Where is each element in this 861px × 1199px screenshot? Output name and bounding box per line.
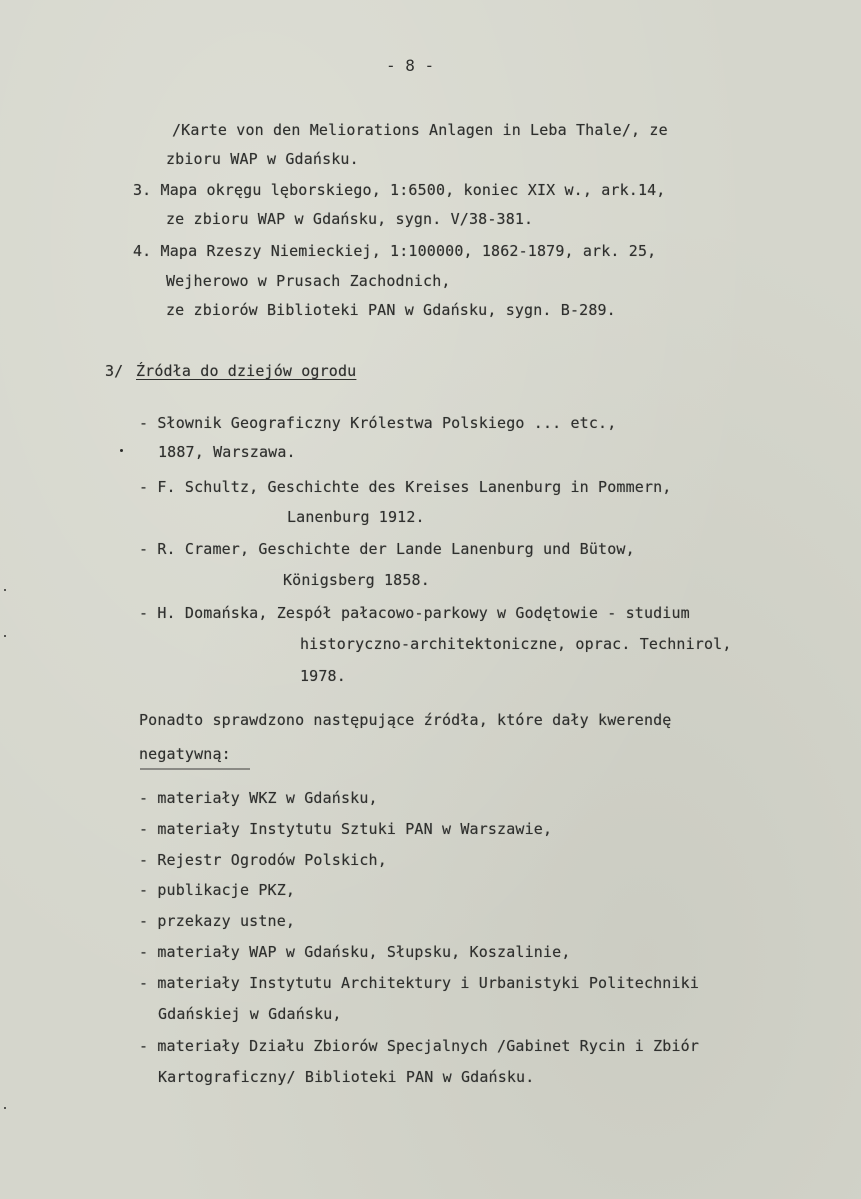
- negative-word: negatywną:: [139, 745, 231, 763]
- source-3-line-2: Königsberg 1858.: [283, 571, 430, 589]
- source-3-line-1: - R. Cramer, Geschichte der Lande Lanenburg und Bütow,: [139, 540, 635, 558]
- margin-dot: [4, 635, 6, 637]
- map-4-line-1: 4. Mapa Rzeszy Niemieckiej, 1:100000, 1862-1879, ark. 25,: [133, 242, 657, 260]
- negative-item-5: - przekazy ustne,: [139, 912, 296, 930]
- map-4-line-2: Wejherowo w Prusach Zachodnich,: [166, 272, 451, 290]
- negative-item-1: - materiały WKZ w Gdańsku,: [139, 789, 378, 807]
- margin-dot: [4, 1107, 6, 1109]
- negative-item-8-line-2: Kartograficzny/ Biblioteki PAN w Gdańsku.: [158, 1068, 535, 1086]
- source-2-line-1: - F. Schultz, Geschichte des Kreises Lanenburg in Pommern,: [139, 478, 672, 496]
- negative-item-8-line-1: - materiały Działu Zbiorów Specjalnych /Gabinet Rycin i Zbiór: [139, 1037, 700, 1055]
- map-4-line-3: ze zbiorów Biblioteki PAN w Gdańsku, sygn. B-289.: [166, 301, 616, 319]
- source-4-line-1: - H. Domańska, Zespół pałacowo-parkowy w Godętowie - studium: [139, 604, 690, 622]
- negative-item-6: - materiały WAP w Gdańsku, Słupsku, Koszalinie,: [139, 943, 571, 961]
- source-4-line-2: historyczno-architektoniczne, oprac. Technirol,: [300, 635, 732, 653]
- negative-item-2: - materiały Instytutu Sztuki PAN w Warszawie,: [139, 820, 553, 838]
- margin-dot: [4, 589, 6, 591]
- source-1-line-1: - Słownik Geograficzny Królestwa Polskiego ... etc.,: [139, 414, 617, 432]
- page-number: - 8 -: [386, 56, 435, 75]
- negative-item-7-line-1: - materiały Instytutu Architektury i Urbanistyki Politechniki: [139, 974, 700, 992]
- map-3-line-2: ze zbioru WAP w Gdańsku, sygn. V/38-381.: [166, 210, 534, 228]
- section-heading: Źródła do dziejów ogrodu: [136, 362, 357, 380]
- map-continued-line-1: /Karte von den Meliorations Anlagen in Leba Thale/, ze: [172, 121, 668, 139]
- ink-speck: [120, 449, 123, 452]
- negative-word-underline: [140, 768, 250, 770]
- negative-item-4: - publikacje PKZ,: [139, 881, 296, 899]
- source-2-line-2: Lanenburg 1912.: [287, 508, 425, 526]
- negative-intro: Ponadto sprawdzono następujące źródła, które dały kwerendę: [139, 711, 672, 729]
- section-number: 3/: [105, 362, 124, 380]
- negative-item-3: - Rejestr Ogrodów Polskich,: [139, 851, 387, 869]
- source-4-line-3: 1978.: [300, 667, 346, 685]
- map-continued-line-2: zbioru WAP w Gdańsku.: [166, 150, 359, 168]
- map-3-line-1: 3. Mapa okręgu lęborskiego, 1:6500, koniec XIX w., ark.14,: [133, 181, 666, 199]
- negative-item-7-line-2: Gdańskiej w Gdańsku,: [158, 1005, 342, 1023]
- source-1-line-2: 1887, Warszawa.: [158, 443, 296, 461]
